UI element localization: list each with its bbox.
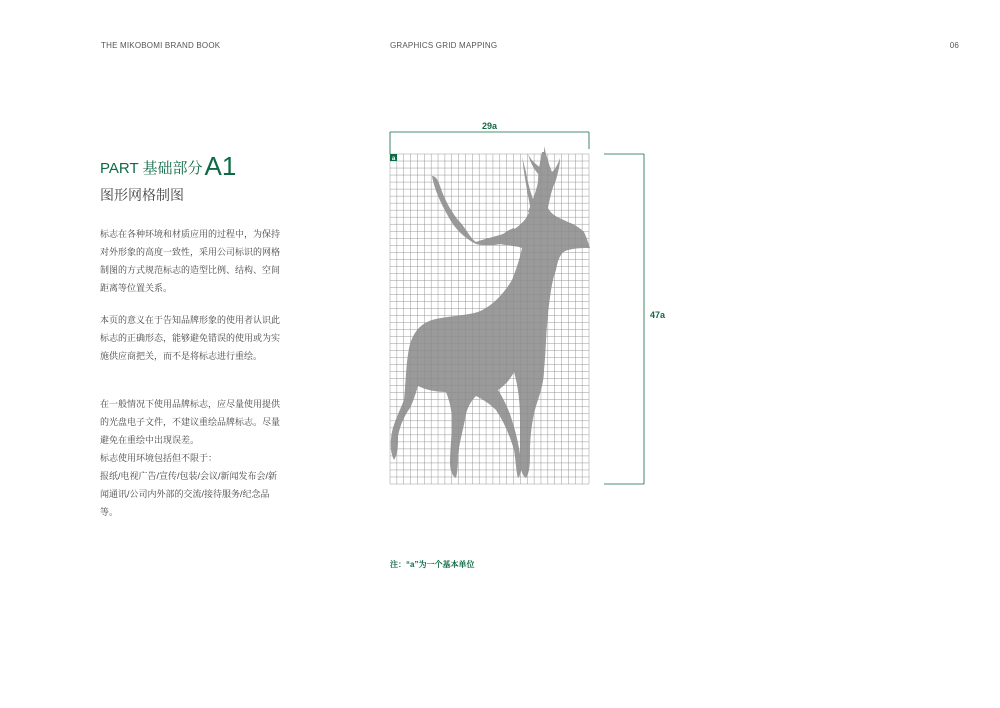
height-dimension-line: [604, 154, 644, 484]
section-title: GRAPHICS GRID MAPPING: [390, 41, 498, 50]
deer-logo: [391, 146, 590, 478]
grid-width-label: 29a: [482, 121, 498, 131]
logo-grid-figure: [380, 110, 680, 500]
part-code: A1: [204, 151, 237, 181]
deer-grid-drawing: [380, 110, 680, 500]
usage-environment-label: 标志使用环境包括但不限于：: [100, 453, 218, 463]
width-dimension-line: [390, 132, 589, 154]
purpose-paragraph: 本页的意义在于告知品牌形象的使用者认识此标志的正确形态，能够避免错误的使用或为实施供应商把关，而不是将标志进行重绘。: [100, 315, 281, 361]
brand-book-title: THE MIKOBOMI BRAND BOOK: [101, 41, 221, 50]
page-subtitle: 图形网格制图: [100, 187, 184, 203]
grid-unit-marker: a: [391, 155, 396, 162]
page-number: 06: [949, 41, 959, 50]
usage-environment-list: 报纸/电视广告/宣传/包装/会议/新闻发布会/新闻通讯/公司内外部的交流/接待服务/纪念品等。: [100, 471, 278, 517]
part-heading: [100, 151, 236, 182]
part-prefix: PART 基础部分: [100, 160, 203, 177]
unit-note: 注：“a”为一个基本单位: [390, 560, 475, 569]
grid-height-label: 47a: [650, 310, 666, 320]
usage-paragraph: [100, 395, 285, 521]
usage-text: 在一般情况下使用品牌标志，应尽量使用提供的光盘电子文件，不建议重绘品牌标志。尽量避免在重绘中出现误差。: [100, 399, 281, 445]
intro-paragraph: 标志在各种环境和材质应用的过程中，为保持对外形象的高度一致性，采用公司标识的网格制图的方式规范标志的造型比例、结构、空间距离等位置关系。: [100, 229, 281, 293]
